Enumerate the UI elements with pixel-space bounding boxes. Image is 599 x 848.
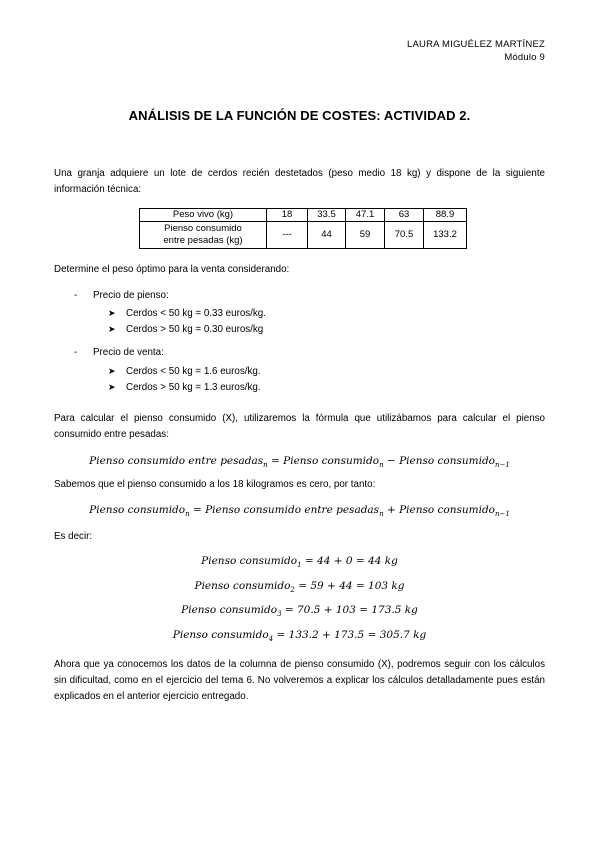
zero-paragraph: Sabemos que el pienso consumido a los 18 kilogramos es cero, por tanto: <box>54 479 376 490</box>
author-name: LAURA MIGUÉLEZ MARTÍNEZ <box>407 39 545 50</box>
table-cell: 18 <box>267 209 308 222</box>
formula-term: Pienso consumido <box>283 455 380 467</box>
intro-paragraph: Una granja adquiere un lote de cerdos recién destetados (peso medio 18 kg) y dispone de la siguiente información técnica: <box>54 168 545 195</box>
arrow-bullet-icon: ➤ <box>108 324 116 334</box>
formula-operator: − <box>383 455 400 467</box>
formula-term: Pienso consumido entre pesadas <box>89 455 264 467</box>
table-label-line: entre pesadas (kg) <box>163 235 243 246</box>
formula-term: Pienso consumido <box>89 504 186 516</box>
formula-feed-between-weighings <box>0 455 599 469</box>
list-item <box>108 366 261 377</box>
formula-subscript: n <box>263 461 268 470</box>
list-item <box>108 382 261 393</box>
sale-price-item <box>74 347 164 358</box>
table-cell: 44 <box>308 222 346 249</box>
formula-subscript: n <box>185 510 190 519</box>
formula-expression: = 133.2 + 173.5 = 305.7 kg <box>273 629 427 641</box>
formula-operator: + <box>383 504 400 516</box>
table-row <box>140 222 467 249</box>
list-item-text: Cerdos < 50 kg = 1.6 euros/kg. <box>126 366 261 377</box>
list-item-text: Cerdos < 50 kg = 0.33 euros/kg. <box>126 308 266 319</box>
es-decir-label: Es decir: <box>54 531 93 542</box>
formula-subscript: n−1 <box>495 510 510 519</box>
table-row <box>140 209 467 222</box>
arrow-bullet-icon: ➤ <box>108 382 116 392</box>
formula-term: Pienso consumido <box>201 555 298 567</box>
table-label-line: Pienso consumido <box>164 223 242 234</box>
formula-expression: = 44 + 0 = 44 kg <box>301 555 398 567</box>
formula-feed-consumed <box>0 504 599 518</box>
arrow-bullet-icon: ➤ <box>108 308 116 318</box>
formula-term: Pienso consumido <box>172 629 269 641</box>
formula-subscript: 2 <box>290 586 295 595</box>
formula-expression: = 70.5 + 103 = 173.5 kg <box>281 604 418 616</box>
dash-icon: - <box>74 290 78 301</box>
formula-operator: = <box>189 504 206 516</box>
dash-icon: - <box>74 347 78 358</box>
technical-data-table <box>139 208 467 249</box>
table-row-label: Peso vivo (kg) <box>140 209 267 222</box>
document-title: ANÁLISIS DE LA FUNCIÓN DE COSTES: ACTIVIDAD 2. <box>128 108 471 123</box>
formula-term: Pienso consumido <box>194 580 291 592</box>
feed-price-label: Precio de pienso: <box>93 290 169 301</box>
formula-term: Pienso consumido <box>399 504 495 516</box>
list-item <box>108 324 263 335</box>
list-item-text: Cerdos > 50 kg = 0.30 euros/kg <box>126 324 264 335</box>
list-item <box>108 308 266 319</box>
table-cell: --- <box>267 222 308 249</box>
formula-operator: = <box>267 455 284 467</box>
arrow-bullet-icon: ➤ <box>108 366 116 376</box>
calc-paragraph: Para calcular el pienso consumido (X), utilizaremos la fórmula que utilizábamos para calcular el pienso consumido entre pesadas: <box>54 413 545 440</box>
table-row-label <box>140 222 267 249</box>
calc-formula-4 <box>0 629 599 643</box>
table-cell: 88.9 <box>424 209 467 222</box>
table-cell: 59 <box>346 222 385 249</box>
calc-formula-3 <box>0 604 599 618</box>
formula-subscript: n−1 <box>495 461 510 470</box>
table-cell: 33.5 <box>308 209 346 222</box>
conclusion-paragraph: Ahora que ya conocemos los datos de la columna de pienso consumido (X), podremos seguir con los cálculos sin dificultad, como en el ejercicio del tema 6. No volveremos a explicar los cálculos detalladamente pues están explicados en el anterior ejercicio entregado. <box>54 659 545 702</box>
table-cell: 63 <box>385 209 424 222</box>
formula-term: Pienso consumido <box>181 604 278 616</box>
formula-expression: = 59 + 44 = 103 kg <box>294 580 405 592</box>
formula-term: Pienso consumido entre pesadas <box>205 504 380 516</box>
formula-subscript: 1 <box>297 561 302 570</box>
table-cell: 47.1 <box>346 209 385 222</box>
formula-subscript: 3 <box>277 610 282 619</box>
calc-formula-2 <box>0 580 599 594</box>
sale-price-label: Precio de venta: <box>93 347 164 358</box>
formula-subscript: 4 <box>268 635 274 644</box>
determine-line: Determine el peso óptimo para la venta considerando: <box>54 264 290 275</box>
formula-subscript: n <box>379 461 384 470</box>
formula-subscript: n <box>379 510 384 519</box>
feed-price-item <box>74 290 169 301</box>
table-cell: 70.5 <box>385 222 424 249</box>
table-cell: 133.2 <box>424 222 467 249</box>
module-label: Módulo 9 <box>504 52 545 63</box>
list-item-text: Cerdos > 50 kg = 1.3 euros/kg. <box>126 382 261 393</box>
calc-formula-1 <box>0 555 599 569</box>
formula-term: Pienso consumido <box>399 455 495 467</box>
page-header <box>407 38 545 64</box>
